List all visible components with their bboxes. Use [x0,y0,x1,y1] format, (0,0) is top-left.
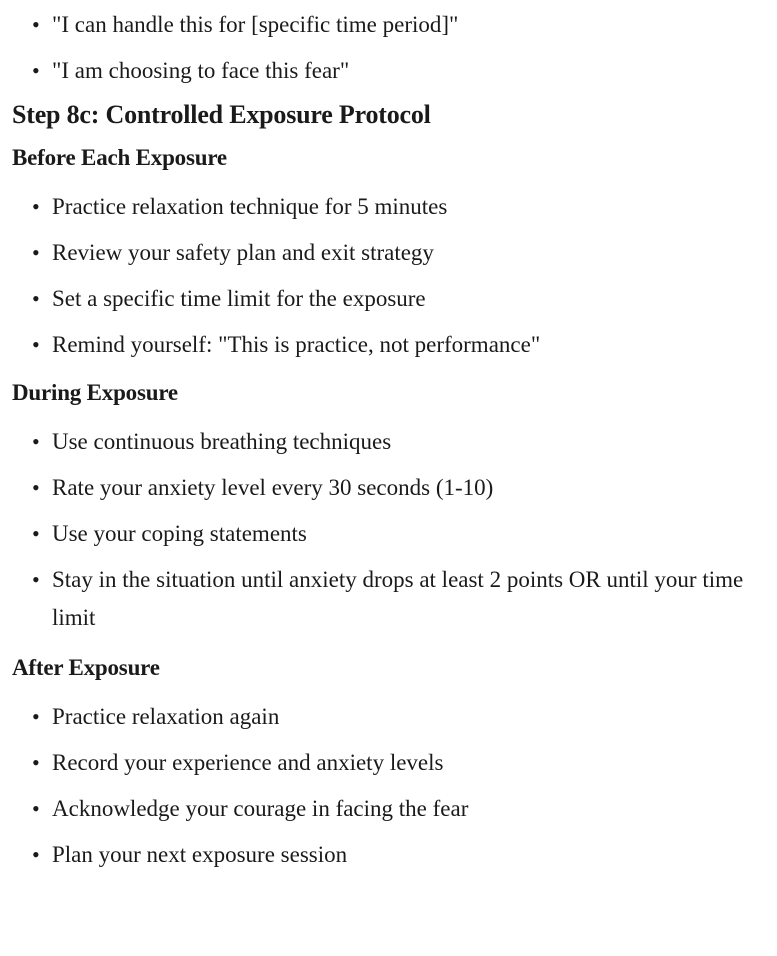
document-content [12,0,777,882]
bullet-icon: • [32,194,40,219]
list-item-text: Plan your next exposure session [52,842,348,867]
list-item [12,836,777,873]
bullet-icon: • [32,475,40,500]
bullet-icon: • [32,521,40,546]
list-item [12,280,777,317]
bullet-icon: • [32,58,40,83]
after-list [12,698,777,873]
list-item [12,6,777,43]
bullet-icon: • [32,332,40,357]
section-heading-before: Before Each Exposure [12,145,227,170]
list-item-text: Use your coping statements [52,521,307,546]
list-item [12,234,777,271]
section-heading-after: After Exposure [12,655,160,680]
list-item-text: Remind yourself: "This is practice, not performance" [52,332,541,357]
list-item-text: Set a specific time limit for the exposure [52,286,426,311]
list-item-text: Rate your anxiety level every 30 seconds (1-10) [52,475,494,500]
bullet-icon: • [32,842,40,867]
bullet-icon: • [32,240,40,265]
list-item [12,188,777,225]
list-item-text: Practice relaxation again [52,704,280,729]
bullet-icon: • [32,567,40,592]
list-item [12,423,777,460]
intro-list [12,0,777,89]
bullet-icon: • [32,750,40,775]
list-item-text: "I am choosing to face this fear" [52,58,350,83]
list-item [12,790,777,827]
bullet-icon: • [32,12,40,37]
bullet-icon: • [32,704,40,729]
during-list [12,423,777,637]
list-item-text: Acknowledge your courage in facing the fear [52,796,469,821]
bullet-icon: • [32,286,40,311]
list-item [12,698,777,735]
section-heading-during: During Exposure [12,380,178,405]
list-item-text: Review your safety plan and exit strategy [52,240,434,265]
list-item [12,744,777,781]
list-item [12,515,777,552]
bullet-icon: • [32,796,40,821]
step-heading: Step 8c: Controlled Exposure Protocol [12,100,431,129]
list-item [12,326,777,363]
list-item-text: Stay in the situation until anxiety drops at least 2 points OR until your time limit [52,567,744,630]
list-item [12,561,777,637]
before-list [12,188,777,363]
list-item [12,469,777,506]
list-item-text: Record your experience and anxiety levels [52,750,444,775]
list-item-text: Use continuous breathing techniques [52,429,392,454]
list-item-text: "I can handle this for [specific time period]" [52,12,459,37]
list-item-text: Practice relaxation technique for 5 minutes [52,194,448,219]
list-item [12,52,777,89]
bullet-icon: • [32,429,40,454]
